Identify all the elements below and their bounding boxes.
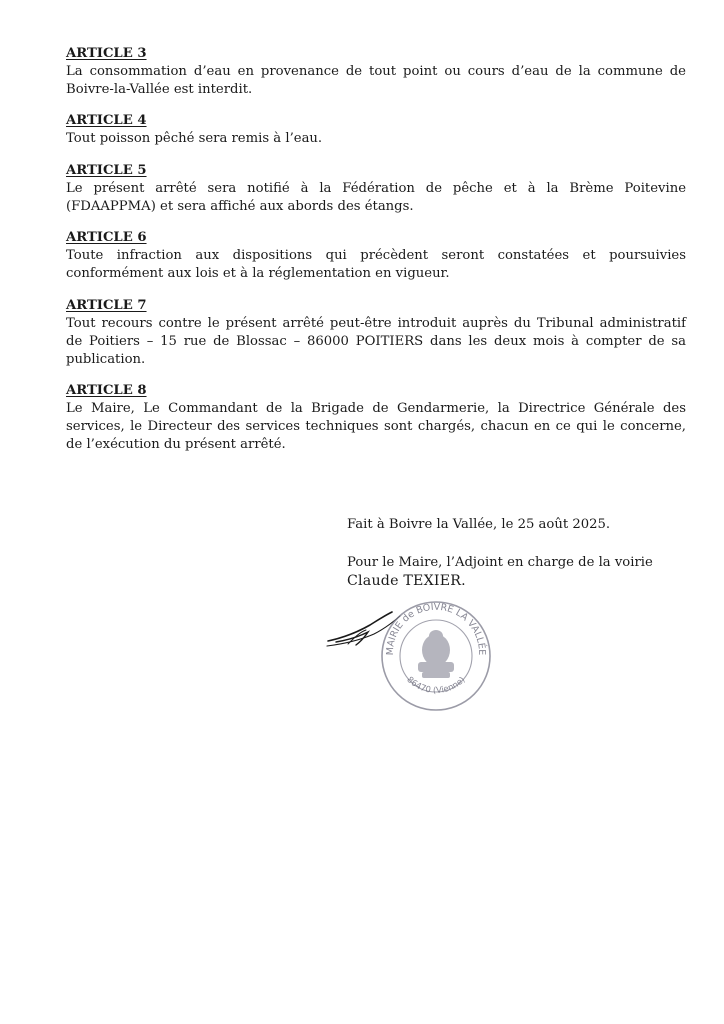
signer-name: Claude TEXIER. <box>347 573 466 589</box>
article-body: Tout recours contre le présent arrêté peut-être introduit auprès du Tribunal administratif de Poitiers – 15 rue de Blossac – 86000 POITIERS dans les deux mois à compter de sa publication. <box>66 316 686 367</box>
place-date: Fait à Boivre la Vallée, le 25 août 2025. <box>347 517 611 532</box>
article-body: Le Maire, Le Commandant de la Brigade de Gendarmerie, la Directrice Générale des services, le Directeur des services techniques sont chargés, chacun en ce qui le concerne, de l’exécution du présent arrêté. <box>66 401 686 452</box>
article-title: ARTICLE 8 <box>66 383 147 398</box>
article-7 <box>66 297 686 369</box>
article-title: ARTICLE 5 <box>66 163 147 178</box>
article-title: ARTICLE 4 <box>66 113 147 128</box>
signer-role: Pour le Maire, l’Adjoint en charge de la voirie <box>347 555 653 570</box>
svg-text:MAIRIE de BOIVRE LA VALLÉE: MAIRIE de BOIVRE LA VALLÉE <box>384 601 488 656</box>
article-body: Le présent arrêté sera notifié à la Fédération de pêche et à la Brème Poitevine (FDAAPPMA) et sera affiché aux abords des étangs. <box>66 181 686 214</box>
article-body: Tout poisson pêché sera remis à l’eau. <box>66 131 323 146</box>
article-title: ARTICLE 6 <box>66 230 147 245</box>
article-body: Toute infraction aux dispositions qui précèdent seront constatées et poursuivies conformément aux lois et à la réglementation en vigueur. <box>66 248 686 281</box>
article-8 <box>66 382 686 454</box>
svg-text:86470 (Vienne): 86470 (Vienne) <box>404 675 468 697</box>
article-3 <box>66 45 686 99</box>
article-title: ARTICLE 7 <box>66 298 147 313</box>
article-4 <box>66 112 686 148</box>
article-6 <box>66 229 686 283</box>
article-5 <box>66 162 686 216</box>
article-title: ARTICLE 3 <box>66 46 147 61</box>
article-body: La consommation d’eau en provenance de tout point ou cours d’eau de la commune de Boivre-la-Vallée est interdit. <box>66 64 686 97</box>
mairie-seal <box>380 600 492 712</box>
